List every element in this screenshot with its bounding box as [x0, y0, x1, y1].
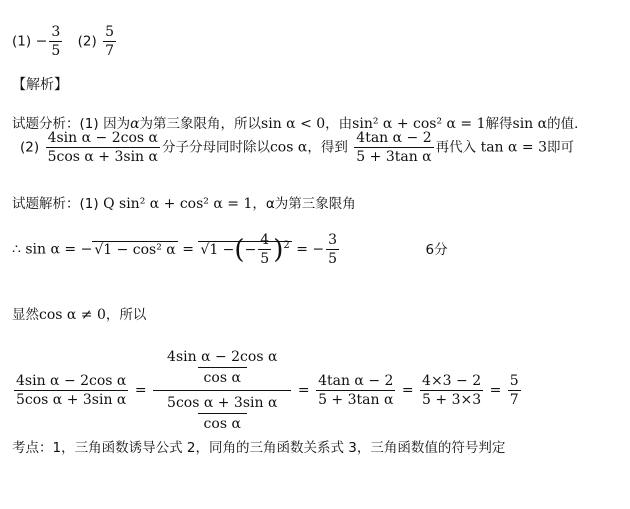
sqrt-1: √1 − cos² α	[94, 241, 176, 258]
solution-line-2: ∴ sin α = − √1 − cos² α = √1 −(− $\frac{4}{5}$ )$^2$ = − $\frac{3}{5}$ 6分	[12, 232, 448, 267]
solution-line-1: 试题解析：(1) Q sin² α + cos² α = 1，α为第三象限角	[12, 196, 356, 212]
solution-line-3: 显然cos α ≠ 0，所以	[12, 307, 147, 323]
chain-fraction-1: $\frac{\text{4sin α − 2cos α}}{\text{5cos α + 3sin α}}$	[16, 373, 127, 408]
chain-fraction-4: $\frac{4\times 3 - 2}{5 + 3\times 3}$	[422, 373, 482, 408]
analysis-fraction-2: $\frac{\text{4tan α − 2}}{\text{5 + 3tan α}}$	[356, 130, 432, 165]
part1-sign: −	[35, 33, 48, 50]
chain-fraction-5: $\frac{5}{7}$	[509, 373, 519, 408]
part2-label: (2)	[77, 33, 97, 50]
section-heading: 【解析】	[12, 77, 68, 93]
analysis-fraction-1: $\frac{\text{4sin α − 2cos α}}{\text{5cos α + 3sin α}}$	[47, 130, 158, 165]
part1-fraction: $\frac{3}{5}$	[51, 24, 61, 59]
score-label: 6分	[425, 241, 448, 258]
sqrt-2: √1 −(− $\frac{4}{5}$ )$^2$	[200, 232, 290, 267]
part1-label: (1)	[12, 33, 32, 50]
analysis-line-2: (2) $\frac{\text{4sin α − 2cos α}}{\text{5cos α + 3sin α}}$ 分子分母同时除以cos α，得到 $\frac{\text{4tan α − 2}}{\text{5 + 3tan α}}$ 再代入 tan α = 3即可	[20, 130, 575, 165]
analysis-line-1: 试题分析：(1) 因为α为第三象限角，所以sin α < 0，由sin² α + cos² α = 1解得sin α的值．	[12, 116, 588, 132]
part2-fraction: $\frac{5}{7}$	[105, 24, 115, 59]
chain-fraction-3: $\frac{\text{4tan α − 2}}{\text{5 + 3tan α}}$	[318, 373, 394, 408]
kaodian-line: 考点：1，三角函数诱导公式 2，同角的三角函数关系式 3，三角函数值的符号判定	[12, 440, 506, 456]
chain-fraction-2: $\frac{\frac{\text{4sin α − 2cos α}}{\text{cos α}}}{\frac{\text{5cos α + 3sin α}}{\text{cos α}}}$	[153, 345, 291, 436]
solution-line-4: $\frac{\text{4sin α − 2cos α}}{\text{5cos α + 3sin α}}$ = $\frac{\frac{\text{4sin α − 2cos α}}{\text{cos α}}}{\frac{\text{5cos α + 3sin α}}{\text{cos α}}}$ = $\frac{\text{4tan α − 2}}{\text{5 + 3tan α}}$ = $\frac{4\times 3 - 2}{5 + 3\times 3}$ = $\frac{5}{7}$	[12, 345, 523, 436]
answers-line	[12, 24, 118, 59]
